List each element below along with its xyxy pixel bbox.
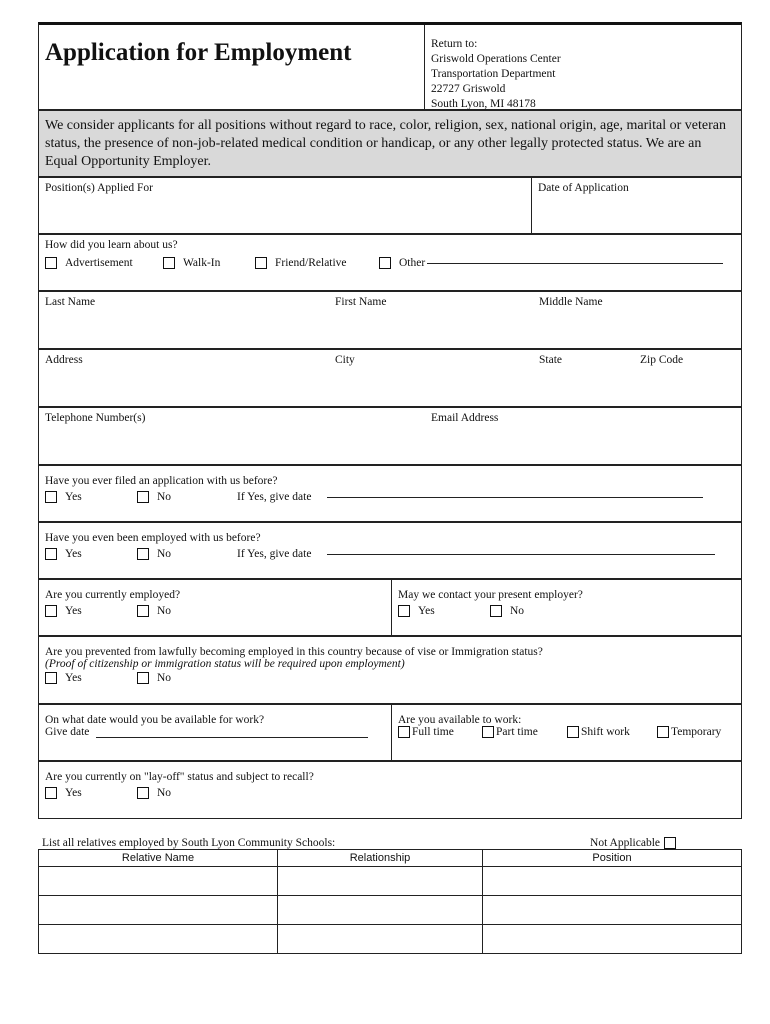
learn-option-walk-in[interactable]: [163, 257, 255, 269]
option-label: Yes: [65, 605, 82, 617]
return-address: [425, 25, 741, 109]
available-date-question: On what date would you be available for work?: [45, 714, 265, 726]
column-header: Relationship: [278, 850, 483, 867]
if-yes-label: If Yes, give date: [237, 548, 312, 560]
relative-name-cell[interactable]: [39, 867, 278, 896]
availability-row: [38, 704, 742, 761]
form-title: Application for Employment: [45, 39, 352, 66]
table-row: [39, 896, 742, 925]
telephone-label: Telephone Number(s): [45, 412, 146, 424]
checkbox-icon[interactable]: [45, 491, 57, 503]
application-form: [38, 22, 742, 954]
contact-employer-options: [392, 605, 741, 617]
position-cell[interactable]: [483, 925, 742, 954]
position-cell[interactable]: [483, 896, 742, 925]
contact-employer-no[interactable]: [490, 605, 524, 617]
layoff-row: [38, 761, 742, 819]
employed-before-row: [38, 522, 742, 579]
name-row: [38, 291, 742, 349]
date-of-application-label: Date of Application: [538, 182, 629, 194]
checkbox-icon[interactable]: [137, 548, 149, 560]
table-row: [39, 925, 742, 954]
last-name-label: Last Name: [45, 296, 96, 308]
other-input-line[interactable]: [427, 263, 723, 264]
filed-before-question: Have you ever filed an application with us before?: [45, 475, 278, 487]
available-types-question: Are you available to work:: [398, 714, 522, 726]
first-name-label: First Name: [335, 296, 387, 308]
checkbox-icon[interactable]: [163, 257, 175, 269]
option-label: Yes: [65, 491, 82, 503]
checkbox-icon[interactable]: [137, 491, 149, 503]
available-date-line[interactable]: [96, 737, 368, 738]
position-cell[interactable]: [483, 867, 742, 896]
position-field[interactable]: [39, 178, 532, 233]
checkbox-icon[interactable]: [45, 548, 57, 560]
return-line: South Lyon, MI 48178: [431, 98, 536, 110]
checkbox-icon[interactable]: [137, 672, 149, 684]
option-label: No: [157, 787, 172, 799]
filed-before-options: [39, 491, 741, 503]
option-label: Friend/Relative: [275, 257, 347, 269]
email-field[interactable]: [425, 408, 741, 464]
employed-before-question: Have you even been employed with us before?: [45, 532, 261, 544]
return-line: Transportation Department: [431, 68, 556, 80]
return-line: Return to:: [431, 38, 478, 50]
checkbox-icon[interactable]: [255, 257, 267, 269]
currently-employed-options: [39, 605, 391, 617]
relationship-cell[interactable]: [278, 867, 483, 896]
return-line: 22727 Griswold: [431, 83, 506, 95]
relatives-label: List all relatives employed by South Lyon Community Schools:: [42, 837, 336, 849]
filed-before-row: [38, 465, 742, 522]
proof-note: (Proof of citizenship or immigration status will be required upon employment): [45, 658, 405, 670]
immigration-no[interactable]: [137, 672, 171, 684]
temporary-option[interactable]: [657, 726, 721, 738]
currently-employed-question: Are you currently employed?: [45, 589, 181, 601]
telephone-field[interactable]: [39, 408, 425, 464]
option-label: Full time: [412, 726, 454, 738]
available-date-cell: [39, 705, 392, 760]
relative-name-cell[interactable]: [39, 896, 278, 925]
layoff-yes[interactable]: [45, 787, 137, 799]
if-yes-label: If Yes, give date: [237, 491, 312, 503]
employed-before-date-line[interactable]: [327, 554, 715, 555]
checkbox-icon[interactable]: [490, 605, 502, 617]
give-date-label: Give date: [45, 726, 90, 738]
employed-before-options: [39, 548, 741, 560]
checkbox-icon[interactable]: [379, 257, 391, 269]
option-label: No: [157, 672, 172, 684]
immigration-row: [38, 636, 742, 704]
table-row: [39, 867, 742, 896]
available-types-options: [392, 726, 741, 738]
learn-option-advertisement[interactable]: [45, 257, 163, 269]
contact-row: [38, 407, 742, 465]
not-applicable-option[interactable]: [590, 837, 676, 849]
contact-employer-cell: [392, 580, 741, 635]
state-field[interactable]: [533, 350, 634, 406]
return-line: Griswold Operations Center: [431, 53, 561, 65]
currently-employed-yes[interactable]: [45, 605, 137, 617]
position-row: [38, 177, 742, 234]
option-label: Part time: [496, 726, 538, 738]
option-label: Yes: [65, 548, 82, 560]
immigration-question: Are you prevented from lawfully becoming employed in this country because of vise or Immigration status?: [45, 646, 543, 658]
relationship-cell[interactable]: [278, 896, 483, 925]
employed-before-no[interactable]: [137, 548, 237, 560]
eeo-statement: We consider applicants for all positions without regard to race, color, religion, sex, national origin, age, marital or veteran status, the presence of non-job-related medical condition or handicap, or any other legally protected status. We are an Equal Opportunity Employer.: [38, 110, 742, 177]
learn-options: [39, 255, 741, 271]
option-label: No: [157, 605, 172, 617]
give-date-line-row: [39, 726, 391, 738]
relatives-table: [38, 849, 742, 954]
checkbox-icon[interactable]: [398, 605, 410, 617]
immigration-options: [39, 672, 741, 684]
option-label: Temporary: [671, 726, 722, 738]
address-label: Address: [45, 354, 83, 366]
option-label: No: [157, 491, 172, 503]
filed-before-no[interactable]: [137, 491, 237, 503]
option-label: Walk-In: [183, 257, 221, 269]
available-types-cell: [392, 705, 741, 760]
zip-label: Zip Code: [640, 354, 684, 366]
checkbox-icon[interactable]: [137, 605, 149, 617]
filed-before-yes[interactable]: [45, 491, 137, 503]
zip-field[interactable]: [634, 350, 741, 406]
first-name-field[interactable]: [329, 292, 533, 348]
column-header: Relative Name: [39, 850, 278, 867]
currently-employed-cell: [39, 580, 392, 635]
checkbox-icon[interactable]: [657, 726, 669, 738]
option-label: Advertisement: [65, 257, 133, 269]
option-label: Yes: [65, 672, 82, 684]
relative-name-cell[interactable]: [39, 925, 278, 954]
last-name-field[interactable]: [39, 292, 329, 348]
learn-row: [38, 234, 742, 291]
option-label: Not Applicable: [590, 837, 660, 849]
employed-before-yes[interactable]: [45, 548, 137, 560]
layoff-no[interactable]: [137, 787, 171, 799]
checkbox-icon[interactable]: [45, 257, 57, 269]
option-label: Yes: [418, 605, 435, 617]
learn-question: How did you learn about us?: [45, 239, 178, 251]
checkbox-icon[interactable]: [137, 787, 149, 799]
checkbox-icon[interactable]: [567, 726, 579, 738]
option-label: Other: [399, 257, 426, 269]
option-label: No: [510, 605, 525, 617]
city-field[interactable]: [329, 350, 533, 406]
address-row: [38, 349, 742, 407]
full-time-option[interactable]: [398, 726, 482, 738]
column-header: Position: [483, 850, 742, 867]
middle-name-field[interactable]: [533, 292, 741, 348]
option-label: Shift work: [581, 726, 630, 738]
currently-employed-no[interactable]: [137, 605, 171, 617]
relatives-header: [38, 837, 742, 849]
option-label: Yes: [65, 787, 82, 799]
checkbox-icon[interactable]: [482, 726, 494, 738]
address-field[interactable]: [39, 350, 329, 406]
checkbox-icon[interactable]: [45, 672, 57, 684]
relationship-cell[interactable]: [278, 925, 483, 954]
form-header: [38, 22, 742, 110]
learn-option-other[interactable]: [379, 257, 723, 269]
relatives-header-row: [39, 850, 742, 867]
city-label: City: [335, 354, 355, 366]
layoff-question: Are you currently on "lay-off" status and subject to recall?: [45, 771, 314, 783]
email-label: Email Address: [431, 412, 499, 424]
checkbox-icon[interactable]: [45, 605, 57, 617]
position-label: Position(s) Applied For: [45, 182, 153, 194]
checkbox-icon[interactable]: [664, 837, 676, 849]
title-cell: [39, 25, 425, 109]
filed-before-date-line[interactable]: [327, 497, 703, 498]
middle-name-label: Middle Name: [539, 296, 603, 308]
checkbox-icon[interactable]: [45, 787, 57, 799]
option-label: No: [157, 548, 172, 560]
checkbox-icon[interactable]: [398, 726, 410, 738]
date-of-application-field[interactable]: [532, 178, 741, 233]
state-label: State: [539, 354, 562, 366]
part-time-option[interactable]: [482, 726, 567, 738]
learn-option-friend[interactable]: [255, 257, 379, 269]
contact-employer-question: May we contact your present employer?: [398, 589, 583, 601]
shift-work-option[interactable]: [567, 726, 657, 738]
layoff-options: [39, 787, 741, 799]
current-employment-row: [38, 579, 742, 636]
contact-employer-yes[interactable]: [398, 605, 490, 617]
immigration-yes[interactable]: [45, 672, 137, 684]
